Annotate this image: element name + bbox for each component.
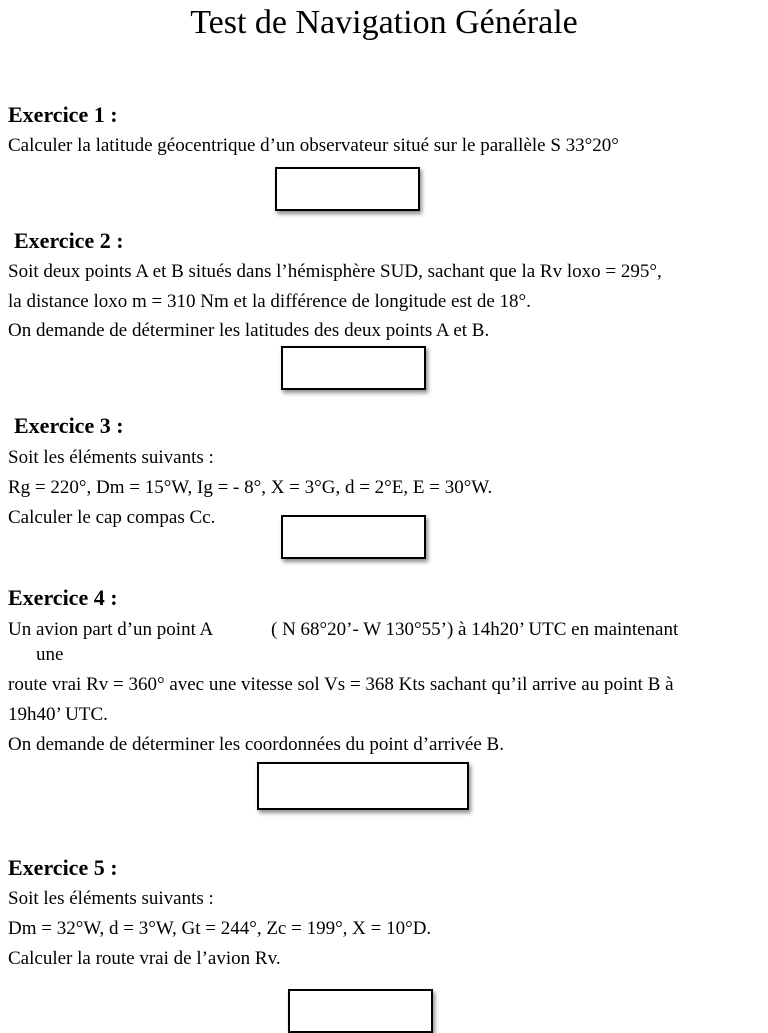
exercise-1-heading: Exercice 1 :: [8, 102, 118, 127]
exercise-5-line-2: Dm = 32°W, d = 3°W, Gt = 244°, Zc = 199°, X = 10°D.: [8, 918, 432, 939]
exercise-4-line-1b: ( N 68°20’- W 130°55’) à 14h20’ UTC en maintenant: [271, 619, 679, 640]
exercise-3-line-3: Calculer le cap compas Cc.: [8, 507, 216, 528]
exercise-3-heading: Exercice 3 :: [14, 413, 124, 438]
exercise-1-answer-box[interactable]: [275, 167, 420, 211]
exercise-2-line-2: la distance loxo m = 310 Nm et la différence de longitude est de 18°.: [8, 291, 531, 312]
exercise-4-heading: Exercice 4 :: [8, 585, 118, 610]
exercise-4-line-5: On demande de déterminer les coordonnées du point d’arrivée B.: [8, 734, 504, 755]
exercise-5-answer-box[interactable]: [288, 989, 433, 1033]
exercise-4-line-4: 19h40’ UTC.: [8, 704, 108, 725]
exercise-3-line-1: Soit les éléments suivants :: [8, 447, 214, 468]
exercise-3-answer-box[interactable]: [281, 515, 426, 559]
exercise-4-answer-box[interactable]: [257, 762, 469, 810]
exercise-4-line-3: route vrai Rv = 360° avec une vitesse sol Vs = 368 Kts sachant qu’il arrive au point B à: [8, 674, 674, 695]
exercise-3-line-2: Rg = 220°, Dm = 15°W, Ig = - 8°, X = 3°G, d = 2°E, E = 30°W.: [8, 477, 493, 498]
exercise-4-line-2: une: [36, 644, 64, 665]
exercise-2-line-3: On demande de déterminer les latitudes des deux points A et B.: [8, 320, 490, 341]
exercise-1-line-1: Calculer la latitude géocentrique d’un observateur situé sur le parallèle S 33°20°: [8, 135, 619, 156]
exercise-2-heading: Exercice 2 :: [14, 228, 124, 253]
exercise-4-line-1a: Un avion part d’un point A: [8, 619, 214, 640]
page-title: Test de Navigation Générale: [190, 4, 578, 41]
exercise-5-heading: Exercice 5 :: [8, 855, 118, 880]
exercise-2-answer-box[interactable]: [281, 346, 426, 390]
exercise-2-line-1: Soit deux points A et B situés dans l’hémisphère SUD, sachant que la Rv loxo = 295°,: [8, 261, 662, 282]
exercise-5-line-3: Calculer la route vrai de l’avion Rv.: [8, 948, 281, 969]
exercise-5-line-1: Soit les éléments suivants :: [8, 888, 214, 909]
